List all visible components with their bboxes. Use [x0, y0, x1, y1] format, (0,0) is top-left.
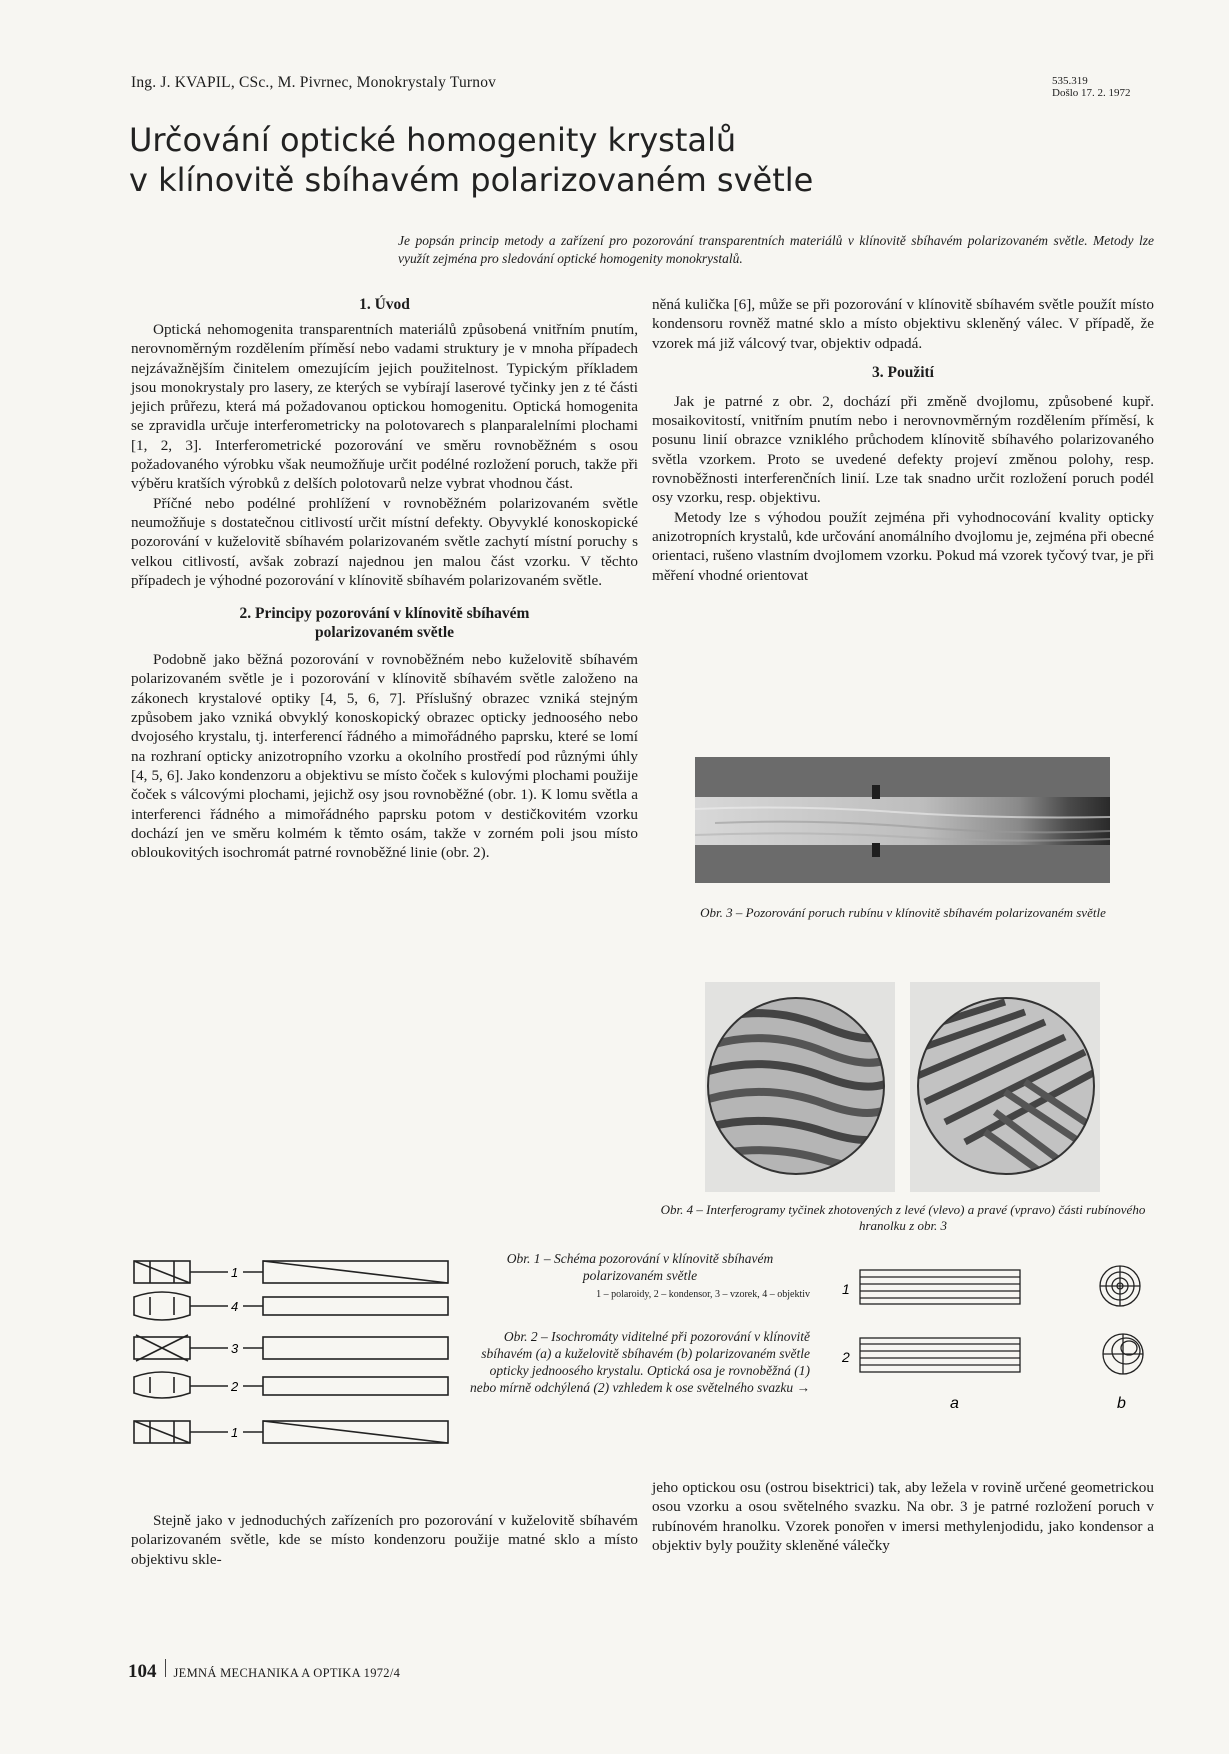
bottom-left-paragraph: Stejně jako v jednoduchých zařízeních pro pozorování v kuželovitě sbíhavém polarizovaném světle, kde se místo kondenzoru použije matné sklo a místo objektivu skle- [131, 1512, 638, 1568]
figure-2-diagram [830, 1258, 1160, 1423]
figure-1-caption: Obr. 1 – Schéma pozorování v klínovitě sbíhavém polarizovaném světle [506, 1251, 774, 1283]
column-left-top [131, 295, 638, 862]
figure-2-caption: Obr. 2 – Isochromáty viditelné při pozorování v klínovitě sbíhavém (a) a kuželovitě sbíhavém (b) polarizovaném světle opticky jednoosého krystalu. Optická osa je rovnoběžná (1) nebo mírně odchýlená (2) vzhledem k ose světelného svazku → [470, 1329, 811, 1395]
fig1-label-3: 3 [231, 1341, 239, 1356]
figure-4-caption: Obr. 4 – Interferogramy tyčinek zhotovených z levé (vlevo) a pravé (vpravo) části rubínového hranolku z obr. 3 [660, 1202, 1146, 1233]
column-right-bottom [652, 1478, 1154, 1555]
column-left-bottom [131, 1511, 638, 1569]
fig1-label-1-top: 1 [231, 1265, 239, 1280]
page-footer [128, 1659, 400, 1683]
author-line: Ing. J. KVAPIL, CSc., M. Pivrnec, Monokrystaly Turnov [131, 74, 497, 91]
fig1-label-2: 2 [231, 1379, 239, 1394]
fig1-label-4: 4 [231, 1299, 239, 1314]
received-date: Došlo 17. 2. 1972 [1052, 87, 1131, 99]
section-3-paragraph-1: Jak je patrné z obr. 2, dochází při změně dvojlomu, způsobené kupř. mosaikovitostí, vnitřním pnutím nebo i nerovnovměrným rozdělením příměsí, k posunu linií obrazce vzniklého průchodem klínovitě sbíhavého polarizovaného světla vzorkem. Proto se uvedené defekty projeví změnou polohy, resp. rovnoběžnosti interferenčních linií. Lze tak snadno určit rozložení poruch podél osy vzorku, resp. objektivu. [652, 392, 1154, 507]
section-2-paragraph-1: Podobně jako běžná pozorování v rovnoběžném nebo kuželovitě sbíhavém polarizovaném světle je i pozorování v klínovitě sbíhavém světle založeno na zákonech krystalové optiky [4, 5, 6, 7]. Příslušný obrazec vzniká stejným způsobem jako vzniká obvyklý konoskopický obrazec opticky jednoosého nebo dvojosého krystalu, tj. interferencí řádného a mimořádného paprsku, které se lomí na rozhraní opticky anizotropního vzorku a okolního prostředí pod různými úhly [4, 5, 6]. Jako kondenzoru a objektivu se místo čoček s kulovými plochami použije čoček s válcovými plochami, jejichž osy jsou rovnoběžné (obr. 1). K lomu světla a interferenci řádného a mimořádného paprsku potom v destičkovitém vzorku dochází jen ve směru kolmém k těmto osám, takže v zorném poli jsou místo obloukovitých isochromát patrné rovnoběžné linie (obr. 2). [131, 651, 638, 862]
journal-name: JEMNÁ MECHANIKA A OPTIKA 1972/4 [173, 1666, 401, 1680]
bottom-right-paragraph: jeho optickou osu (ostrou bisektrici) tak, aby ležela v rovině určené geometrickou osou vzorku a osou světelného svazku. Na obr. 3 je patrné rozložení poruch v rubínovém hranolku. Vzorek ponořen v imersi methylenjodidu, jako kondensor a objektiv byly použity skleněné válečky [652, 1479, 1154, 1554]
abstract: Je popsán princip metody a zařízení pro pozorování transparentních materiálů v klínovitě sbíhavém polarizovaném světle. Metody lze využít zejména pro sledování optické homogenity monokrystalů. [398, 233, 1154, 266]
figure-3-photo [695, 757, 1110, 883]
section-1-paragraph-1: Optická nehomogenita transparentních materiálů způsobená vnitřním pnutím, nerovnoměrným rozdělením příměsí nebo vadami struktury je v mnoha případech nejzávažnějším činitelem omezujícím jejich použitelnost. Typickým příkladem jsou monokrystaly pro lasery, ze kterých se vybírají laserové tyčinky jen z té části jejich průřezu, která má požadovanou optickou homogenitu. Optická homogenita se zpravidla určuje interferometricky na polotovarech s planparalelními plochami [1, 2, 3]. Interferometrické pozorování ve směru rovnoběžném s osou požadovaného výrobku však neumožňuje určit podélné rozložení poruch, takže při výběru kratších výrobků z delších polotovarů nelze vybrat vhodnou část. [131, 321, 638, 493]
figure-4-image [705, 982, 1100, 1192]
udc-code: 535.319 [1052, 75, 1088, 87]
footer-divider [165, 1659, 166, 1677]
figure-2-svg [830, 1258, 1160, 1423]
title-line-2: v klínovitě sbíhavém polarizovaném světle [129, 161, 814, 199]
figure-1-svg [128, 1253, 458, 1488]
column-2-continuation: něná kulička [6], může se při pozorování v klínovitě sbíhavém světle použít místo kondensoru rovněž matné sklo a místo objektivu skleněný válec. V případě, že vzorek má již válcový tvar, objektiv odpadá. [652, 296, 1154, 352]
section-3-paragraph-2: Metody lze s výhodou použít zejména při vyhodnocování kvality opticky anizotropních krystalů, kde určování anomálního dvojlomu je, zejména při obecné orientaci, rušeno vlastním dvojlomem vzorku. Pokud má vzorek tyčový tvar, je při měření vhodné orientovat [652, 508, 1154, 584]
figure-3-image [695, 757, 1110, 883]
fig2-row-label-2: 2 [842, 1349, 850, 1365]
fig2-col-label-a: a [950, 1395, 959, 1412]
section-2-heading-line-2: polarizovaném světle [314, 624, 455, 642]
page-title [129, 120, 813, 200]
section-3-heading: 3. Použití [872, 363, 934, 381]
section-2-heading [131, 604, 638, 642]
fig2-col-label-b: b [1117, 1395, 1126, 1412]
page-number: 104 [128, 1661, 157, 1682]
figure-4-photo [705, 982, 1100, 1192]
fig2-row-label-1: 1 [842, 1281, 850, 1297]
section-2-heading-line-1: 2. Principy pozorování v klínovitě sbíhavém [239, 605, 530, 623]
section-1-heading: 1. Úvod [359, 296, 410, 313]
figure-1-legend: 1 – polaroidy, 2 – kondensor, 3 – vzorek, 4 – objektiv [596, 1289, 810, 1300]
figure-3-caption: Obr. 3 – Pozorování poruch rubínu v klínovitě sbíhavém polarizovaném světle [700, 905, 1106, 920]
section-1-paragraph-2: Příčné nebo podélné prohlížení v rovnoběžném polarizovaném světle neumožňuje s dostatečnou citlivostí určit místní defekty. Obyvyklé konoskopické pozorování v kuželovitě sbíhavém polarizovaném světle zachytí místní poruchy s velkou citlivostí, avšak zobrazí najednou jen malou část vzorku. V těchto případech je výhodné pozorování v klínovitě sbíhavém polarizovaném světle. [131, 494, 638, 589]
title-line-1: Určování optické homogenity krystalů [129, 121, 737, 159]
column-right-top [652, 295, 1154, 585]
fig1-label-1-bottom: 1 [231, 1425, 239, 1440]
figure-1-diagram [128, 1253, 458, 1488]
